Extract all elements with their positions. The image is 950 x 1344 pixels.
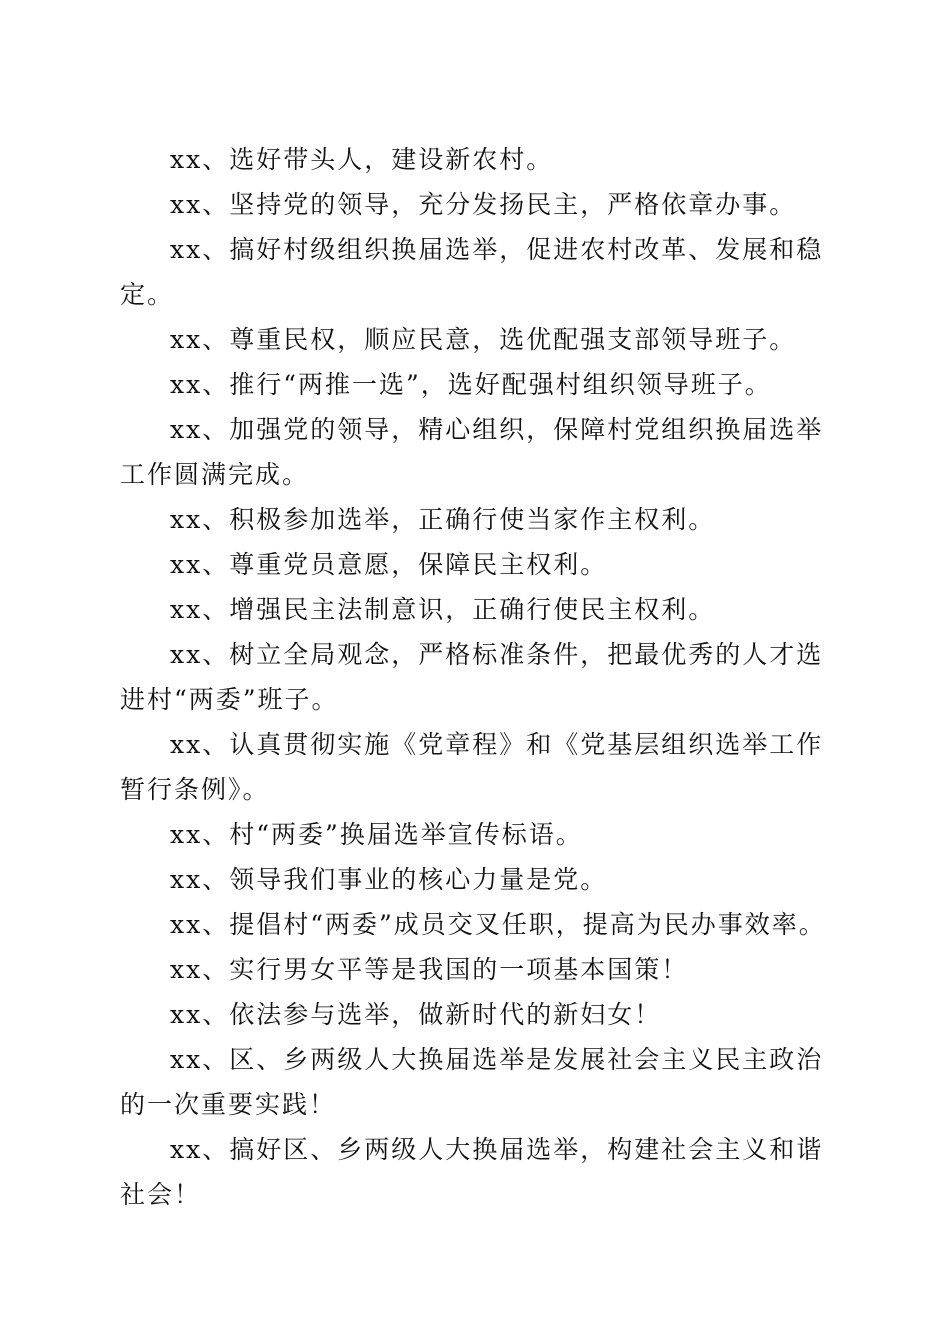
slogan-paragraph: xx、实行男女平等是我国的一项基本国策！: [170, 955, 689, 984]
slogan-paragraph: xx、增强民主法制意识，正确行使民主权利。: [170, 595, 716, 624]
slogan-paragraph: xx、树立全局观念，严格标准条件，把最优秀的人才选进村“两委”班子。: [120, 640, 824, 714]
slogan-paragraph: xx、推行“两推一选”，选好配强村组织领导班子。: [170, 370, 772, 399]
slogan-paragraph: xx、依法参与选举，做新时代的新妇女！: [170, 1000, 662, 1029]
slogan-paragraph: xx、村“两委”换届选举宣传标语。: [170, 820, 583, 849]
slogan-paragraph: xx、搞好村级组织换届选举，促进农村改革、发展和稳定。: [120, 235, 824, 309]
slogan-paragraph: xx、尊重民权，顺应民意，选优配强支部领导班子。: [170, 325, 797, 354]
slogan-paragraph: xx、加强党的领导，精心组织，保障村党组织换届选举工作圆满完成。: [120, 415, 824, 489]
slogan-paragraph: xx、尊重党员意愿，保障民主权利。: [170, 550, 608, 579]
slogan-paragraph: xx、提倡村“两委”成员交叉任职，提高为民办事效率。: [170, 910, 826, 939]
slogan-paragraph: xx、选好带头人，建设新农村。: [170, 145, 554, 174]
slogan-paragraph: xx、搞好区、乡两级人大换届选举，构建社会主义和谐社会！: [120, 1135, 824, 1209]
document-page: [120, 137, 830, 1217]
slogan-paragraph: xx、坚持党的领导，充分发扬民主，严格依章办事。: [170, 190, 797, 219]
slogan-paragraph: xx、区、乡两级人大换届选举是发展社会主义民主政治的一次重要实践！: [120, 1045, 824, 1119]
slogan-paragraph: xx、积极参加选举，正确行使当家作主权利。: [170, 505, 716, 534]
slogan-paragraph: xx、认真贯彻实施《党章程》和《党基层组织选举工作暂行条例》。: [120, 730, 824, 804]
slogan-paragraph: xx、领导我们事业的核心力量是党。: [170, 865, 608, 894]
